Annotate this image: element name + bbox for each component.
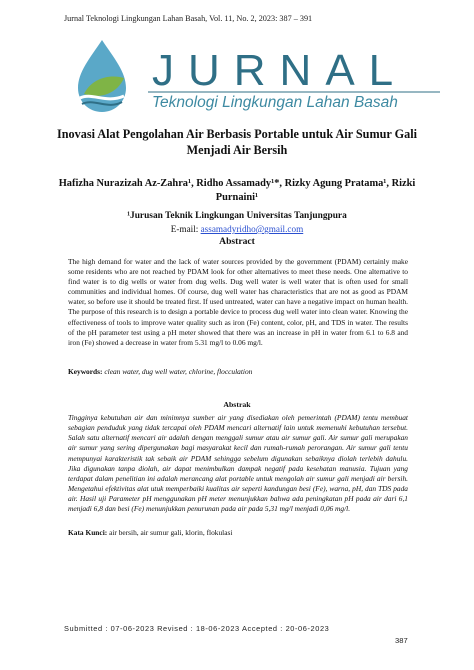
journal-header: Jurnal Teknologi Lingkungan Lahan Basah, Vol. 11, No. 2, 2023: 387 – 391 — [64, 14, 313, 23]
authors-line-2: Purnaini¹ — [215, 192, 259, 203]
abstract-heading: Abstract — [219, 236, 255, 247]
submission-dates: Submitted : 07-06-2023 Revised : 18-06-2023 Accepted : 20-06-2023 — [64, 624, 330, 633]
email-label: E-mail: — [170, 224, 201, 234]
article-title: Inovasi Alat Pengolahan Air Berbasis Portable untuk Air Sumur Gali Menjadi Air Bersih — [57, 127, 417, 157]
authors — [40, 177, 434, 205]
water-drop-icon — [78, 40, 126, 112]
kata-kunci — [68, 528, 408, 537]
logo-word: JURNAL — [152, 46, 408, 95]
affiliation: ¹Jurusan Teknik Lingkungan Universitas Tanjungpura — [127, 211, 347, 221]
authors-line-1: Hafizha Nurazizah Az-Zahra¹, Ridho Assamady¹*, Rizky Agung Pratama¹, Rizki — [58, 178, 416, 189]
abstrak-text: Tingginya kebutuhan air dan minimnya sumber air yang disediakan oleh pemerintah (PDAM) tentu membuat sebagian penduduk yang tidak tercapai oleh PDAM mencari alternatif lain untuk memenuhi kebutuhan tersebut. Salah satu alternatif mencari air adalah dengan menggali sumur atau air sumur gali. Air sumur gali merupakan air sumur yang sering dipergunakan bagi masyarakat kecil dan rumah-rumah perorangan. Air sumur gali tentu mempunyai karakteristik tak sebaik air PDAM sehingga sebelum digunakan sebaiknya diolah terlebih dahulu. Jika digunakan tanpa diolah, air dapat menimbulkan dampak negatif pada kesehatan manusia. Tujuan yang terdapat dalam penelitian ini adalah merancang alat portable untuk mengolah air sumur gali menjadi air bersih. Mengetahui efektivitas alat utuk memperbaiki kualitas air seperti kandungan besi (Fe), warna, pH, dan TDS pada air. Hasil uji Parameter pH menggunakan pH meter menunjukkan bahwa ada peningkatan pH pada air dari 6,1 menjadi 6,8 dan besi (Fe) menunjukkan penurunan pada air pada 5,31 mg/l menjadi 0,06 mg/l. — [68, 413, 408, 514]
keywords-value: clean water, dug well water, chlorine, flocculation — [104, 367, 253, 376]
keywords-label: Keywords: — [68, 367, 103, 376]
keywords — [68, 367, 408, 376]
abstrak-heading: Abstrak — [223, 400, 251, 409]
email-row — [40, 224, 434, 234]
abstract-text: The high demand for water and the lack of water sources provided by the government (PDAM) certainly make some residents who are not reached by PDAM look for other alternatives to meet these needs. One alternative to find water is to dig wells or water from dug wells. Dug well water is well water that is often used for small communities and individual homes. Of course, dug well water has characteristics that are not as good as PDAM water, so before use it should be treated first. If used untreated, water can have a negative impact on human health. The purpose of this research is to design a portable device to process dug well water into clean water. Knowing the effectiveness of tools to improve water quality such as iron (Fe) content, color, pH, and TDS in water. The results of the pH parameter test using a pH meter showed that there was an increase in pH in water from 6.1 to 6.8 and iron (Fe) showed a decrease in water from 5.31 mg/l to 0.06 mg/l. — [68, 257, 408, 347]
page-number: 387 — [395, 636, 408, 645]
logo-subtitle: Teknologi Lingkungan Lahan Basah — [152, 94, 398, 111]
kata-kunci-value: air bersih, air sumur gali, klorin, flokulasi — [109, 528, 233, 537]
email-link[interactable]: assamadyridho@gmail.com — [200, 224, 304, 234]
kata-kunci-label: Kata Kunci: — [68, 528, 108, 537]
